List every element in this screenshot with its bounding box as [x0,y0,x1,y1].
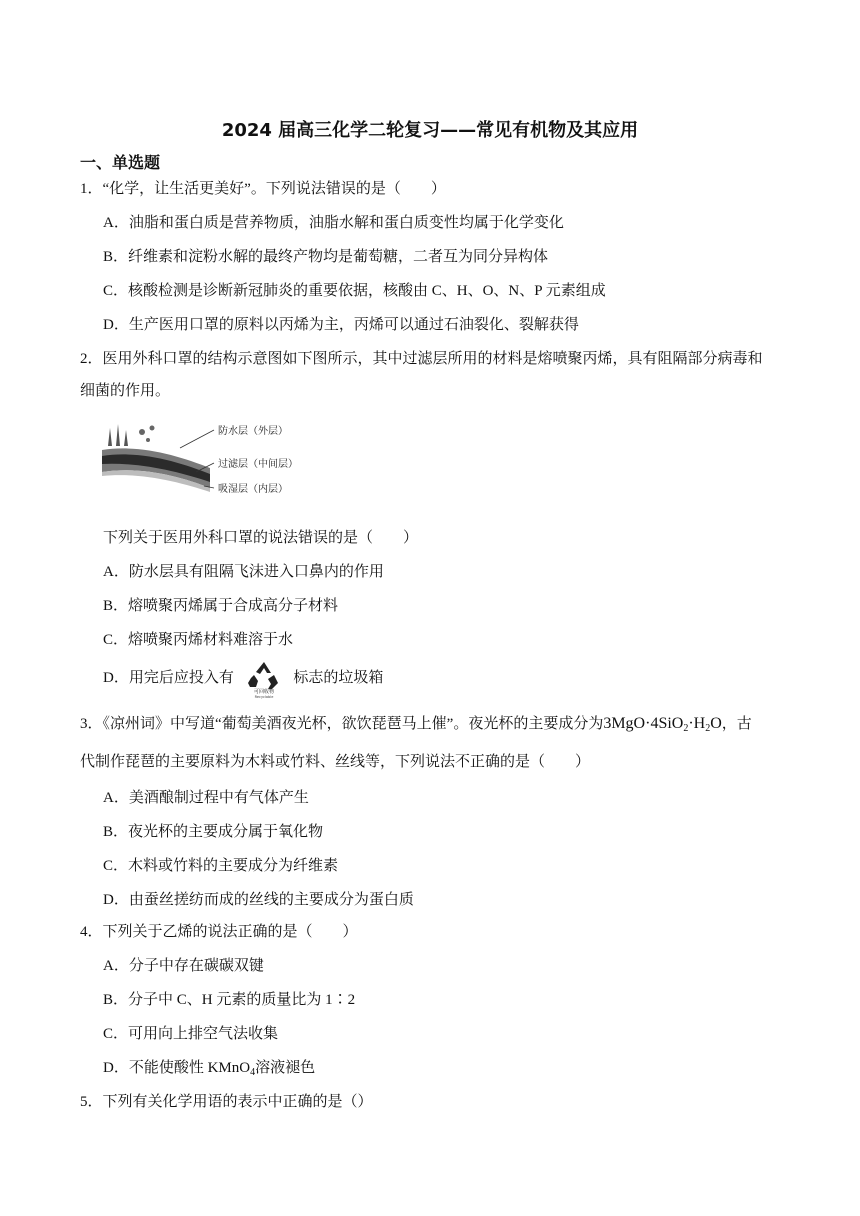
label-filter-layer: 过滤层（中间层） [218,459,298,470]
page-title: 2024 届高三化学二轮复习——常见有机物及其应用 [221,120,639,141]
formula-part: 3MgO·4SiO [603,715,684,732]
recycle-sublabel: Recyclable [254,694,273,699]
q1-option-b[interactable]: B．纤维素和淀粉水解的最终产物均是葡萄糖，二者互为同分异构体 [103,249,549,265]
q2-option-b[interactable]: B．熔喷聚丙烯属于合成高分子材料 [103,598,339,614]
recycle-label: 可回收物 [253,688,274,695]
q2-option-d-text-post: 标志的垃圾箱 [293,670,384,686]
q2-stem-line2: 细菌的作用。 [80,383,171,399]
droplet-icon [146,438,150,442]
q2-option-a[interactable]: A．防水层具有阻隔飞沫进入口鼻内的作用 [103,564,384,580]
q4-option-d-subscript: 4 [250,1067,256,1078]
q1-option-a[interactable]: A．油脂和蛋白质是营养物质，油脂水解和蛋白质变性均属于化学变化 [103,215,564,231]
label-absorbent-layer: 吸湿层（内层） [218,484,288,495]
q3-formula [603,715,721,732]
arrow-icon [108,428,112,446]
formula-part: ·H [688,715,706,732]
q4-option-b[interactable]: B．分子中 C、H 元素的质量比为 1∶2 [103,992,356,1008]
q3-stem-line1 [80,713,752,740]
arrow-icon [116,424,120,446]
q3-stem-tail: ，古 [721,716,752,732]
section-heading: 一、单选题 [80,153,161,172]
q2-option-d-text-pre: D．用完后应投入有 [103,670,234,686]
q4-option-c[interactable]: C．可用向上排空气法收集 [103,1026,279,1042]
q1-option-c[interactable]: C．核酸检测是诊断新冠肺炎的重要依据，核酸由 C、H、O、N、P 元素组成 [103,283,606,299]
q2-stem-line1: 2．医用外科口罩的结构示意图如下图所示，其中过滤层所用的材料是熔喷聚丙烯，具有阻隔部分病毒和 [80,351,763,367]
droplet-icon [150,426,155,431]
q4-option-d-post: 溶液褪色 [255,1060,316,1076]
q3-option-a[interactable]: A．美酒酿制过程中有气体产生 [103,790,309,806]
q3-option-b[interactable]: B．夜光杯的主要成分属于氧化物 [103,824,324,840]
q1-stem: 1．“化学，让生活更美好”。下列说法错误的是（ ） [80,181,446,197]
formula-part: O [710,715,722,732]
q3-option-d[interactable]: D．由蚕丝搓纺而成的丝线的主要成分为蛋白质 [103,892,414,908]
label-waterproof-layer: 防水层（外层） [218,426,288,437]
q4-option-a[interactable]: A．分子中存在碳碳双键 [103,958,264,974]
q2-ask: 下列关于医用外科口罩的说法错误的是（ ） [103,530,419,546]
formula-subscript: 2 [683,723,689,734]
formula-subscript: 2 [705,723,711,734]
recycle-icon [244,659,284,699]
q2-option-d[interactable] [103,658,383,699]
q3-stem-line2: 代制作琵琶的主要原料为木料或竹料、丝线等，下列说法不正确的是（ ） [80,754,591,770]
mask-structure-figure [100,416,310,502]
q1-option-d[interactable]: D．生产医用口罩的原料以丙烯为主，丙烯可以通过石油裂化、裂解获得 [103,317,579,333]
arrow-icon [124,430,128,446]
q4-option-d[interactable] [103,1057,315,1084]
droplet-icon [139,429,145,435]
q5-stem: 5．下列有关化学用语的表示中正确的是（） [80,1094,373,1110]
q3-stem-text: 3．《凉州词》中写道“葡萄美酒夜光杯，欲饮琵琶马上催”。夜光杯的主要成分为 [80,716,604,732]
q2-option-c[interactable]: C．熔喷聚丙烯材料难溶于水 [103,632,294,648]
q4-stem: 4．下列关于乙烯的说法正确的是（ ） [80,924,358,940]
q4-option-d-pre: D．不能使酸性 KMnO [103,1060,251,1076]
q3-option-c[interactable]: C．木料或竹料的主要成分为纤维素 [103,858,339,874]
